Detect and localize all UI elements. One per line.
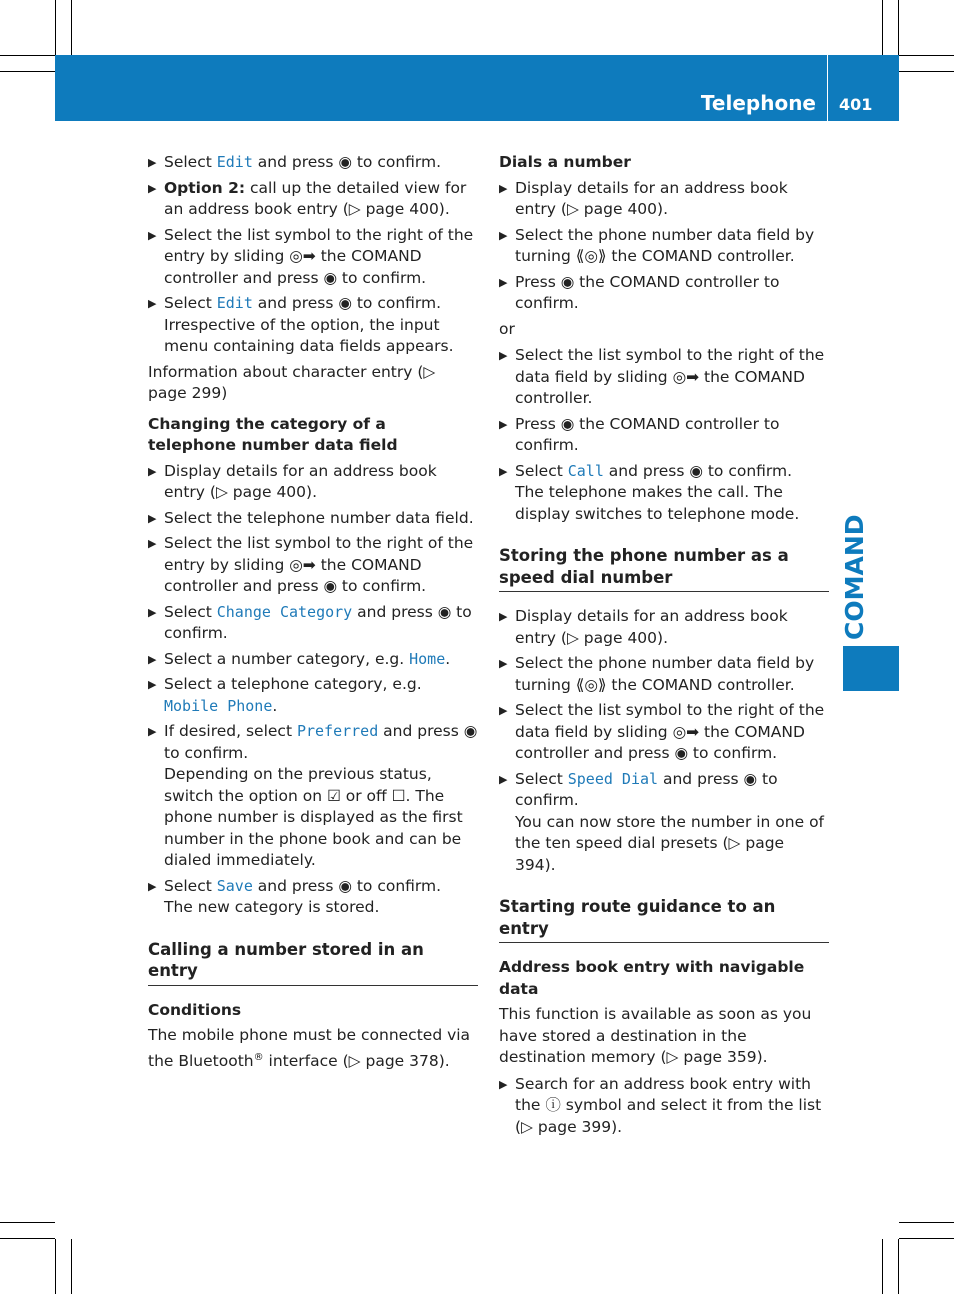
step-arrow-icon: ▶ [499,1077,508,1091]
step-arrow-icon: ▶ [499,349,508,362]
ui-term: Speed Dial [567,769,659,788]
step [148,876,478,919]
step [499,700,829,765]
step-option-2 [148,178,478,221]
step-text: Press ◉ the COMAND controller to confirm. [515,272,780,312]
step-text: call up the detailed view for an address book entry (▷ page 400). [164,178,467,218]
crop-mark [899,1238,954,1239]
step-text: Select the phone number data field by turning ⟪◎⟫ the COMAND controller. [515,654,815,694]
step-arrow-icon: ▶ [499,610,508,623]
step-arrow-icon: ▶ [148,181,157,195]
step [148,649,478,671]
step-text: Select the telephone number data field. [164,508,474,527]
heading-navigable-data: Address book entry with navigable data [499,958,805,998]
crop-mark [71,0,72,55]
conditions-text [148,1025,478,1072]
ui-term: Edit [216,294,253,312]
step-text: Display details for an address book entry (▷ page 400). [515,178,788,218]
step-arrow-icon: ▶ [148,605,157,619]
step-result: The telephone makes the call. The display switches to telephone mode. [515,483,800,523]
ui-term: Call [567,461,604,480]
step-select-edit [148,152,478,174]
heading-route-guidance: Starting route guidance to an entry [499,896,829,943]
step-arrow-icon: ▶ [148,464,157,478]
step-arrow-icon: ▶ [148,156,157,169]
crop-mark [882,0,883,55]
side-tab-label: COMAND [840,514,869,640]
step [499,414,829,457]
step [499,1074,829,1139]
left-column [148,152,478,1077]
page-number: 401 [839,95,873,114]
step-arrow-icon: ▶ [499,464,508,478]
header-divider [827,55,828,121]
crop-mark [882,1239,883,1294]
step-text: Press ◉ the COMAND controller to confirm. [515,414,780,454]
step-arrow-icon: ▶ [148,537,157,550]
crop-mark [0,1238,55,1239]
step-arrow-icon: ▶ [499,417,508,431]
crop-mark [55,1239,56,1294]
crop-mark [55,0,56,55]
step-arrow-icon: ▶ [148,725,157,738]
crop-mark [71,1239,72,1294]
step-bold: Option 2: [164,178,246,197]
step [499,272,829,315]
heading-dials-number: Dials a number [499,153,631,171]
crop-mark [899,55,954,56]
step-text: Display details for an address book entry (▷ page 400). [515,607,788,647]
right-column [499,152,829,1142]
step [499,606,829,649]
step-text: Select a telephone category, e.g. [164,675,422,693]
step-result: You can now store the number in one of the ten speed dial presets (▷ page 394). [515,812,825,874]
step-text: Search for an address book entry with the ⓘ symbol and select it from the list (▷ page 399). [515,1074,822,1136]
heading-storing-speed-dial: Storing the phone number as a speed dial number [499,545,829,592]
step-arrow-icon: ▶ [499,181,508,195]
ui-term: Save [216,876,253,895]
step-text: Select [164,602,217,621]
step [499,345,829,410]
section-title: Telephone [700,91,816,115]
step-result: Depending on the previous status, switch the option on ☑ or off ☐. The phone number is displayed as the first number in the phone book and can be dialed immediately. [164,765,463,869]
step-arrow-icon: ▶ [499,228,508,242]
step-text: Select [515,769,568,788]
step [148,721,478,872]
crop-mark [898,0,899,55]
step-text: Display details for an address book entry (▷ page 400). [164,461,437,501]
info-character-entry: Information about character entry (▷ page 299) [148,362,436,402]
step-arrow-icon: ▶ [148,297,157,310]
step-result: The new category is stored. [164,898,380,916]
step [499,178,829,221]
or-separator: or [499,319,515,338]
step-text: Select the list symbol to the right of the entry by sliding ◎➡ the COMAND controller and press ◉ to confirm. [164,534,474,595]
step [499,769,829,877]
step-arrow-icon: ▶ [148,678,157,691]
step-text: Select [164,876,217,895]
step-text: and press ◉ to confirm. [515,769,778,809]
step-text: and press ◉ to confirm. [252,876,442,895]
step-arrow-icon: ▶ [499,704,508,717]
ui-term: Edit [216,153,253,171]
step-select-list-symbol [148,225,478,290]
registered-mark: ® [253,1051,264,1063]
heading-conditions: Conditions [148,1000,242,1019]
crop-mark [0,55,55,56]
step-text: and press ◉ to confirm. [252,294,442,312]
step-text: Select the list symbol to the right of the data field by sliding ◎➡ the COMAND controller. [515,346,825,407]
ui-term: Change Category [216,602,353,621]
step-text: Select [164,294,217,312]
step-text: Select a number category, e.g. [164,649,410,668]
step-arrow-icon: ▶ [148,511,157,525]
heading-change-category: Changing the category of a telephone number data field [148,414,398,454]
ui-term: Home [409,649,446,668]
step-arrow-icon: ▶ [148,879,157,893]
step [499,653,829,696]
step-text: and press ◉ to confirm. [164,602,472,642]
step [148,602,478,645]
heading-calling-number: Calling a number stored in an entry [148,939,478,986]
step-text: . [445,649,451,668]
conditions-text-a: The mobile phone must be connected via the Bluetooth [148,1026,471,1070]
step-result: Irrespective of the option, the input menu containing data fields appears. [164,315,454,355]
step-text: and press ◉ to confirm. [164,722,478,762]
ui-term: Preferred [296,722,379,740]
step-arrow-icon: ▶ [499,657,508,670]
crop-mark [898,1239,899,1294]
crop-mark [899,1222,954,1223]
step-text: Select [515,461,568,480]
step-text: Select the list symbol to the right of the entry by sliding ◎➡ the COMAND controller and press ◉ to confirm. [164,225,474,287]
crop-mark [0,71,55,72]
step [148,461,478,504]
step-arrow-icon: ▶ [148,228,157,242]
step-arrow-icon: ▶ [499,275,508,289]
step-text: and press ◉ to confirm. [603,461,793,480]
crop-mark [0,1222,55,1223]
page-header [55,55,899,121]
step-arrow-icon: ▶ [499,772,508,786]
step-text: Select the list symbol to the right of the data field by sliding ◎➡ the COMAND controller and press ◉ to confirm. [515,701,825,762]
step-text: and press ◉ to confirm. [252,153,442,171]
step-text: If desired, select [164,722,297,740]
step-select-edit-2 [148,293,478,358]
step-text: Select the phone number data field by turning ⟪◎⟫ the COMAND controller. [515,225,815,265]
step-arrow-icon: ▶ [148,652,157,666]
step-text: Select [164,153,217,171]
ui-term: Mobile Phone [164,696,273,715]
step-text: . [272,696,278,715]
step [148,674,478,717]
step [148,508,478,530]
step [499,461,829,526]
step [499,225,829,268]
navigable-data-text: This function is available as soon as you have stored a destination in the destination memory (▷ page 359). [499,1005,812,1066]
crop-mark [899,71,954,72]
conditions-text-b: interface (▷ page 378). [263,1051,450,1070]
side-tab-marker [843,646,899,691]
step [148,533,478,598]
